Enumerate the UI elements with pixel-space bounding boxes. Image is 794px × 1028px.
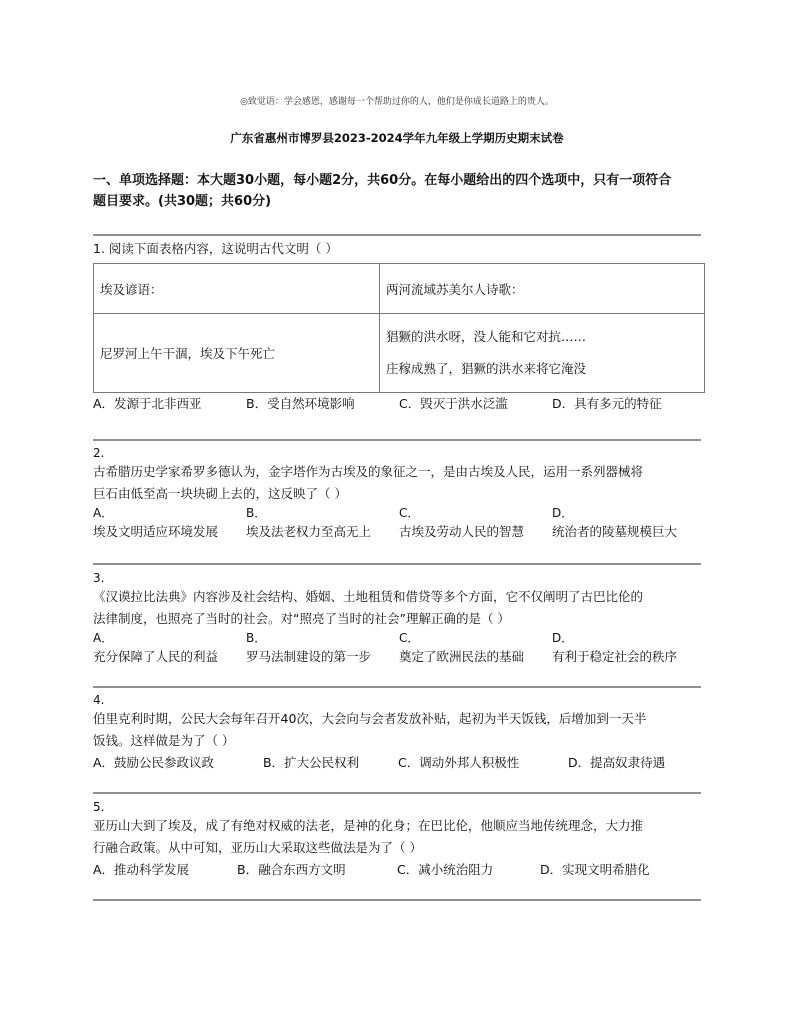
question-number: 2. — [93, 446, 105, 460]
option-row — [93, 630, 705, 667]
option-c[interactable]: C．调动外邦人积极性 — [398, 755, 520, 770]
option-d[interactable]: D．具有多元的特征 — [552, 396, 662, 411]
option-d[interactable] — [552, 630, 705, 667]
poem-line: 猖獗的洪水呀，没人能和它对抗…… — [386, 329, 587, 344]
option-row — [93, 859, 705, 881]
question-number: 5. — [93, 800, 105, 814]
section-heading-line-1: 一、单项选择题：本大题30小题，每小题2分，共60分。在每小题给出的四个选项中，只有一项符合 — [93, 173, 672, 188]
section-heading-line-2: 题目要求。(共30题；共60分) — [93, 194, 272, 209]
option-a[interactable]: A．发源于北非西亚 — [93, 396, 202, 411]
question-stem: 1. 阅读下面表格内容，这说明古代文明（ ） — [93, 241, 338, 256]
option-row — [93, 393, 705, 415]
option-c[interactable] — [399, 505, 552, 542]
motto-line: ◎致觉语：学会感恩，感谢每一个帮助过你的人，他们是你成长道路上的贵人。 — [240, 97, 554, 107]
question-stem-line: 《汉谟拉比法典》内容涉及社会结构、婚姻、土地租赁和借贷等多个方面，它不仅阐明了古巴比伦的 — [93, 589, 644, 604]
option-row — [93, 505, 705, 542]
table-cell: 埃及谚语： — [94, 264, 380, 314]
option-text: 埃及文明适应环境发展 — [93, 524, 219, 539]
option-letter: C． — [399, 631, 420, 645]
question-3 — [93, 570, 705, 667]
question-stem-line: 行融合政策。从中可知，亚历山大采取这些做法是为了（ ） — [93, 840, 422, 855]
option-letter: B． — [246, 506, 267, 520]
option-text: 有利于稳定社会的秩序 — [552, 649, 678, 664]
question-stem-line: 亚历山大到了埃及，成了有绝对权威的法老，是神的化身；在巴比伦，他顺应当地传统理念，大力推 — [93, 818, 644, 833]
option-d[interactable]: D．提高奴隶待遇 — [568, 755, 666, 770]
question-2 — [93, 445, 705, 542]
option-c[interactable]: C．毁灭于洪水泛滥 — [399, 396, 508, 411]
question-divider — [93, 686, 701, 688]
option-letter: A． — [93, 506, 114, 520]
option-d[interactable] — [552, 505, 705, 542]
option-b[interactable] — [246, 630, 399, 667]
option-letter: B． — [246, 631, 267, 645]
source-table — [93, 263, 705, 393]
option-text: 奠定了欧洲民法的基础 — [399, 649, 525, 664]
option-c[interactable]: C．减小统治阻力 — [397, 862, 494, 877]
table-row — [94, 314, 705, 393]
option-letter: C． — [399, 506, 420, 520]
option-letter: D． — [552, 631, 574, 645]
table-cell — [380, 314, 705, 393]
question-number: 4. — [93, 693, 105, 707]
question-stem-line: 法律制度，也照亮了当时的社会。对“照亮了当时的社会”理解正确的是（ ） — [93, 611, 510, 626]
question-number: 3. — [93, 571, 105, 585]
question-stem-line: 伯里克利时期，公民大会每年召开40次，大会向与会者发放补贴，起初为半天饭钱，后增加到一天半 — [93, 711, 647, 726]
option-b[interactable]: B．受自然环境影响 — [246, 396, 355, 411]
question-divider — [93, 899, 701, 901]
poem-line: 庄稼成熟了，猖獗的洪水来将它淹没 — [386, 361, 587, 376]
option-c[interactable] — [399, 630, 552, 667]
option-text: 埃及法老权力至高无上 — [246, 524, 372, 539]
section-heading — [93, 170, 705, 212]
option-letter: A． — [93, 631, 114, 645]
option-b[interactable]: B．扩大公民权利 — [263, 755, 360, 770]
question-stem-line: 古希腊历史学家希罗多德认为，金字塔作为古埃及的象征之一，是由古埃及人民，运用一系列器械将 — [93, 464, 644, 479]
option-row — [93, 752, 705, 774]
option-a[interactable] — [93, 630, 246, 667]
question-divider — [93, 792, 701, 794]
option-text: 充分保障了人民的利益 — [93, 649, 219, 664]
table-cell: 尼罗河上午干涸，埃及下午死亡 — [94, 314, 380, 393]
exam-title: 广东省惠州市博罗县2023-2024学年九年级上学期历史期末试卷 — [230, 131, 564, 145]
option-text: 罗马法制建设的第一步 — [246, 649, 372, 664]
question-stem-line: 巨石由低至高一块块砌上去的，这反映了（ ） — [93, 486, 347, 501]
option-b[interactable]: B．融合东西方文明 — [237, 862, 346, 877]
table-cell: 两河流域苏美尔人诗歌： — [380, 264, 705, 314]
question-divider — [93, 563, 701, 565]
option-a[interactable] — [93, 505, 246, 542]
question-divider — [93, 439, 701, 441]
option-letter: D． — [552, 506, 574, 520]
option-a[interactable]: A．鼓励公民参政议政 — [93, 755, 215, 770]
option-b[interactable] — [246, 505, 399, 542]
question-1 — [93, 238, 705, 415]
option-text: 古埃及劳动人民的智慧 — [399, 524, 525, 539]
option-d[interactable]: D．实现文明希腊化 — [540, 862, 650, 877]
question-4 — [93, 692, 705, 774]
option-a[interactable]: A．推动科学发展 — [93, 862, 190, 877]
question-stem-line: 饭钱。这样做是为了（ ） — [93, 733, 235, 748]
option-text: 统治者的陵墓规模巨大 — [552, 524, 678, 539]
table-row — [94, 264, 705, 314]
question-divider — [93, 234, 701, 236]
question-5 — [93, 799, 705, 881]
